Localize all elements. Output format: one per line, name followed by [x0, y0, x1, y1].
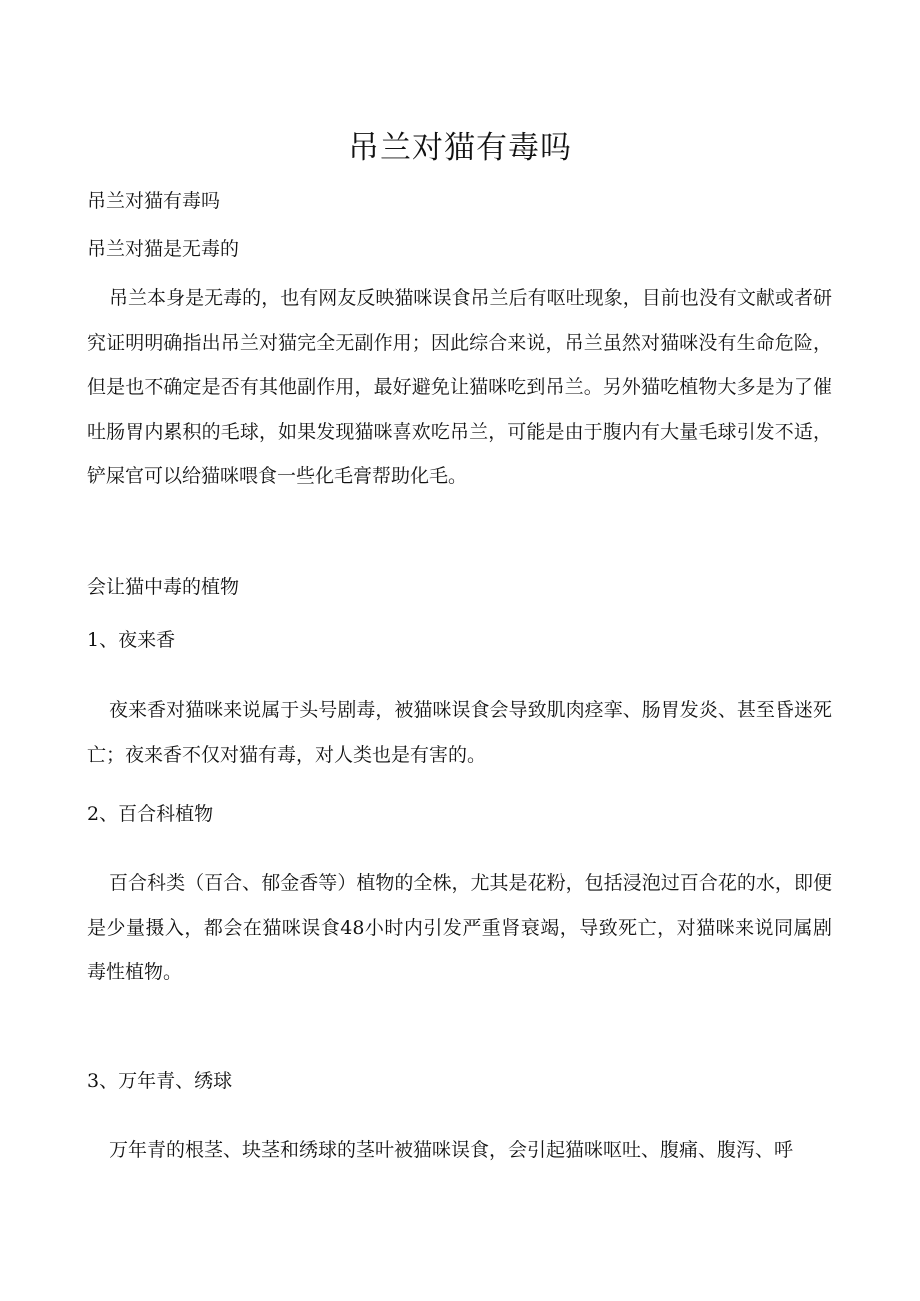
subtitle: 吊兰对猫有毒吗 [87, 190, 221, 212]
intro-paragraph: 吊兰本身是无毒的，也有网友反映猫咪误食吊兰后有呕吐现象，目前也没有文献或者研究证明明确指出吊兰对猫完全无副作用；因此综合来说，吊兰虽然对猫咪没有生命危险，但是也不确定是否有其他副作用，最好避免让猫咪吃到吊兰。另外猫吃植物大多是为了催吐肠胃内累积的毛球，如果发现猫咪喜欢吃吊兰，可能是由于腹内有大量毛球引发不适，铲屎官可以给猫咪喂食一些化毛膏帮助化毛。 [87, 287, 832, 487]
plant-paragraph-1: 夜来香对猫咪来说属于头号剧毒，被猫咪误食会导致肌肉痉挛、肠胃发炎、甚至昏迷死亡；夜来香不仅对猫有毒，对人类也是有害的。 [87, 699, 832, 766]
plant-paragraph-3: 万年青的根茎、块茎和绣球的茎叶被猫咪误食，会引起猫咪呕吐、腹痛、腹泻、呼 [109, 1139, 794, 1161]
answer-heading: 吊兰对猫是无毒的 [87, 238, 240, 260]
plant-heading-3: 3、万年青、绣球 [87, 1070, 233, 1092]
plant-heading-1: 1、夜来香 [87, 629, 176, 651]
page-title: 吊兰对猫有毒吗 [348, 130, 572, 166]
plant-heading-2: 2、百合科植物 [87, 803, 214, 825]
section-heading: 会让猫中毒的植物 [87, 576, 240, 598]
plant-paragraph-2: 百合科类（百合、郁金香等）植物的全株，尤其是花粉，包括浸泡过百合花的水，即便是少量摄入，都会在猫咪误食48小时内引发严重肾衰竭，导致死亡，对猫咪来说同属剧毒性植物。 [87, 872, 832, 983]
